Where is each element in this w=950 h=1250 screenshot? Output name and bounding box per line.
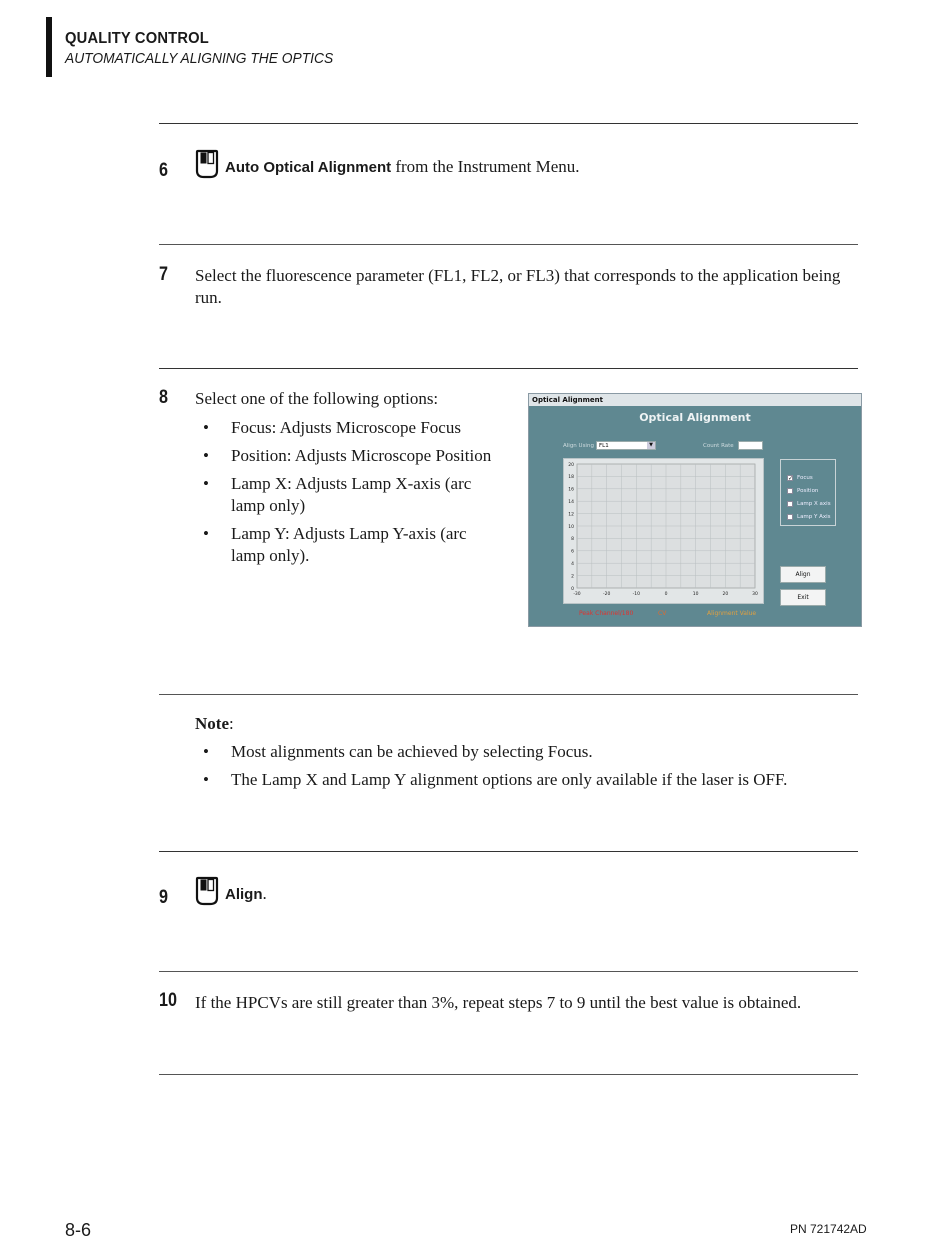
- x-tick-label: 30: [752, 592, 758, 597]
- align-using-select[interactable]: [596, 441, 656, 450]
- option-label: Lamp Y Axis: [797, 514, 831, 520]
- option-list: [195, 417, 495, 573]
- option-label: Focus: [797, 475, 813, 481]
- y-tick-label: 10: [568, 524, 574, 530]
- x-tick-label: 20: [722, 592, 729, 597]
- step-number: 8: [159, 387, 168, 408]
- section-title: QUALITY CONTROL: [65, 30, 209, 47]
- step-number: 6: [159, 160, 168, 181]
- step-8-text: Select one of the following options:: [195, 389, 439, 408]
- mouse-click-icon: [195, 876, 219, 906]
- note-label: Note: [195, 714, 229, 733]
- divider: [159, 123, 858, 124]
- lamp-x-checkbox[interactable]: [787, 501, 793, 507]
- list-item: • Position: Adjusts Microscope Position: [195, 445, 495, 467]
- align-button[interactable]: Align: [780, 566, 826, 583]
- y-tick-label: 12: [568, 512, 574, 518]
- x-tick-label: 10: [692, 592, 699, 597]
- list-item: • Most alignments can be achieved by selecting Focus.: [195, 741, 858, 763]
- step-10-text: If the HPCVs are still greater than 3%, repeat steps 7 to 9 until the best value is obtained.: [195, 993, 802, 1012]
- divider: [159, 694, 858, 695]
- x-tick-label: -20: [602, 592, 611, 597]
- y-tick-label: 14: [568, 500, 574, 505]
- step-number: 7: [159, 264, 168, 285]
- y-tick-label: 16: [568, 487, 574, 493]
- focus-checkbox[interactable]: ✓: [788, 475, 794, 482]
- align-using-value: FL1: [599, 443, 609, 449]
- x-tick-label: -30: [573, 592, 581, 597]
- y-tick-label: 0: [571, 586, 574, 592]
- option-label: Position: [797, 488, 819, 494]
- count-rate-field[interactable]: [738, 441, 763, 450]
- option-label: Lamp X axis: [797, 501, 831, 507]
- y-tick-label: 2: [571, 574, 574, 580]
- alignment-plot: [563, 458, 764, 604]
- step-number: 9: [159, 887, 168, 908]
- count-rate-label: Count Rate: [703, 443, 734, 449]
- divider: [159, 368, 858, 369]
- option-lamp-x[interactable]: [787, 501, 831, 507]
- step-7-text: Select the fluorescence parameter (FL1, FL2, or FL3) that corresponds to the application being run.: [195, 266, 841, 307]
- list-item: • Lamp Y: Adjusts Lamp Y-axis (arc lamp only).: [195, 523, 495, 567]
- step-text: .: [262, 884, 267, 903]
- list-item: • The Lamp X and Lamp Y alignment options are only available if the laser is OFF.: [195, 769, 858, 791]
- legend-peak-channel: Peak Channel/180: [579, 610, 634, 617]
- mouse-click-icon: [195, 149, 219, 179]
- divider: [159, 1074, 858, 1075]
- x-tick-label: -10: [632, 592, 641, 597]
- y-tick-label: 8: [571, 537, 574, 543]
- y-tick-label: 18: [568, 475, 574, 481]
- step-6-text: [195, 149, 580, 179]
- step-9-text: [195, 876, 267, 906]
- page-number: 8-6: [65, 1220, 92, 1240]
- divider: [159, 971, 858, 972]
- window-heading: Optical Alignment: [639, 411, 751, 424]
- part-number: PN 721742AD: [790, 1222, 867, 1236]
- step-text: from the Instrument Menu.: [391, 157, 580, 176]
- y-tick-label: 6: [571, 549, 574, 555]
- divider: [159, 244, 858, 245]
- command-label: Auto Optical Alignment: [225, 159, 392, 176]
- list-item: • Lamp X: Adjusts Lamp X-axis (arc lamp only): [195, 473, 495, 517]
- option-lamp-y[interactable]: [787, 514, 831, 520]
- list-item: • Focus: Adjusts Microscope Focus: [195, 417, 495, 439]
- note-list: [195, 741, 858, 797]
- y-tick-label: 4: [571, 562, 574, 567]
- position-checkbox[interactable]: [787, 488, 793, 494]
- step-number: 10: [159, 990, 177, 1011]
- alignment-options-group: [780, 459, 836, 526]
- y-tick-label: 20: [568, 462, 574, 468]
- window-title: Optical Alignment: [529, 394, 861, 406]
- note-heading: Note:: [195, 714, 234, 733]
- option-position[interactable]: [787, 488, 818, 494]
- exit-button[interactable]: Exit: [780, 589, 826, 606]
- option-focus[interactable]: [787, 475, 813, 481]
- optical-alignment-window: [528, 393, 862, 627]
- lamp-y-checkbox[interactable]: [787, 514, 793, 520]
- align-using-label: Align Using: [563, 443, 594, 449]
- alignment-chart: [564, 459, 765, 605]
- chevron-down-icon[interactable]: ▼: [647, 442, 655, 449]
- x-tick-label: 0: [664, 592, 668, 597]
- divider: [159, 851, 858, 852]
- legend-cv: CV: [658, 610, 667, 617]
- legend-alignment-value: Alignment Value: [707, 610, 757, 617]
- command-label: Align: [225, 886, 263, 903]
- section-subtitle: AUTOMATICALLY ALIGNING THE OPTICS: [65, 50, 334, 67]
- header-bar: [46, 17, 52, 77]
